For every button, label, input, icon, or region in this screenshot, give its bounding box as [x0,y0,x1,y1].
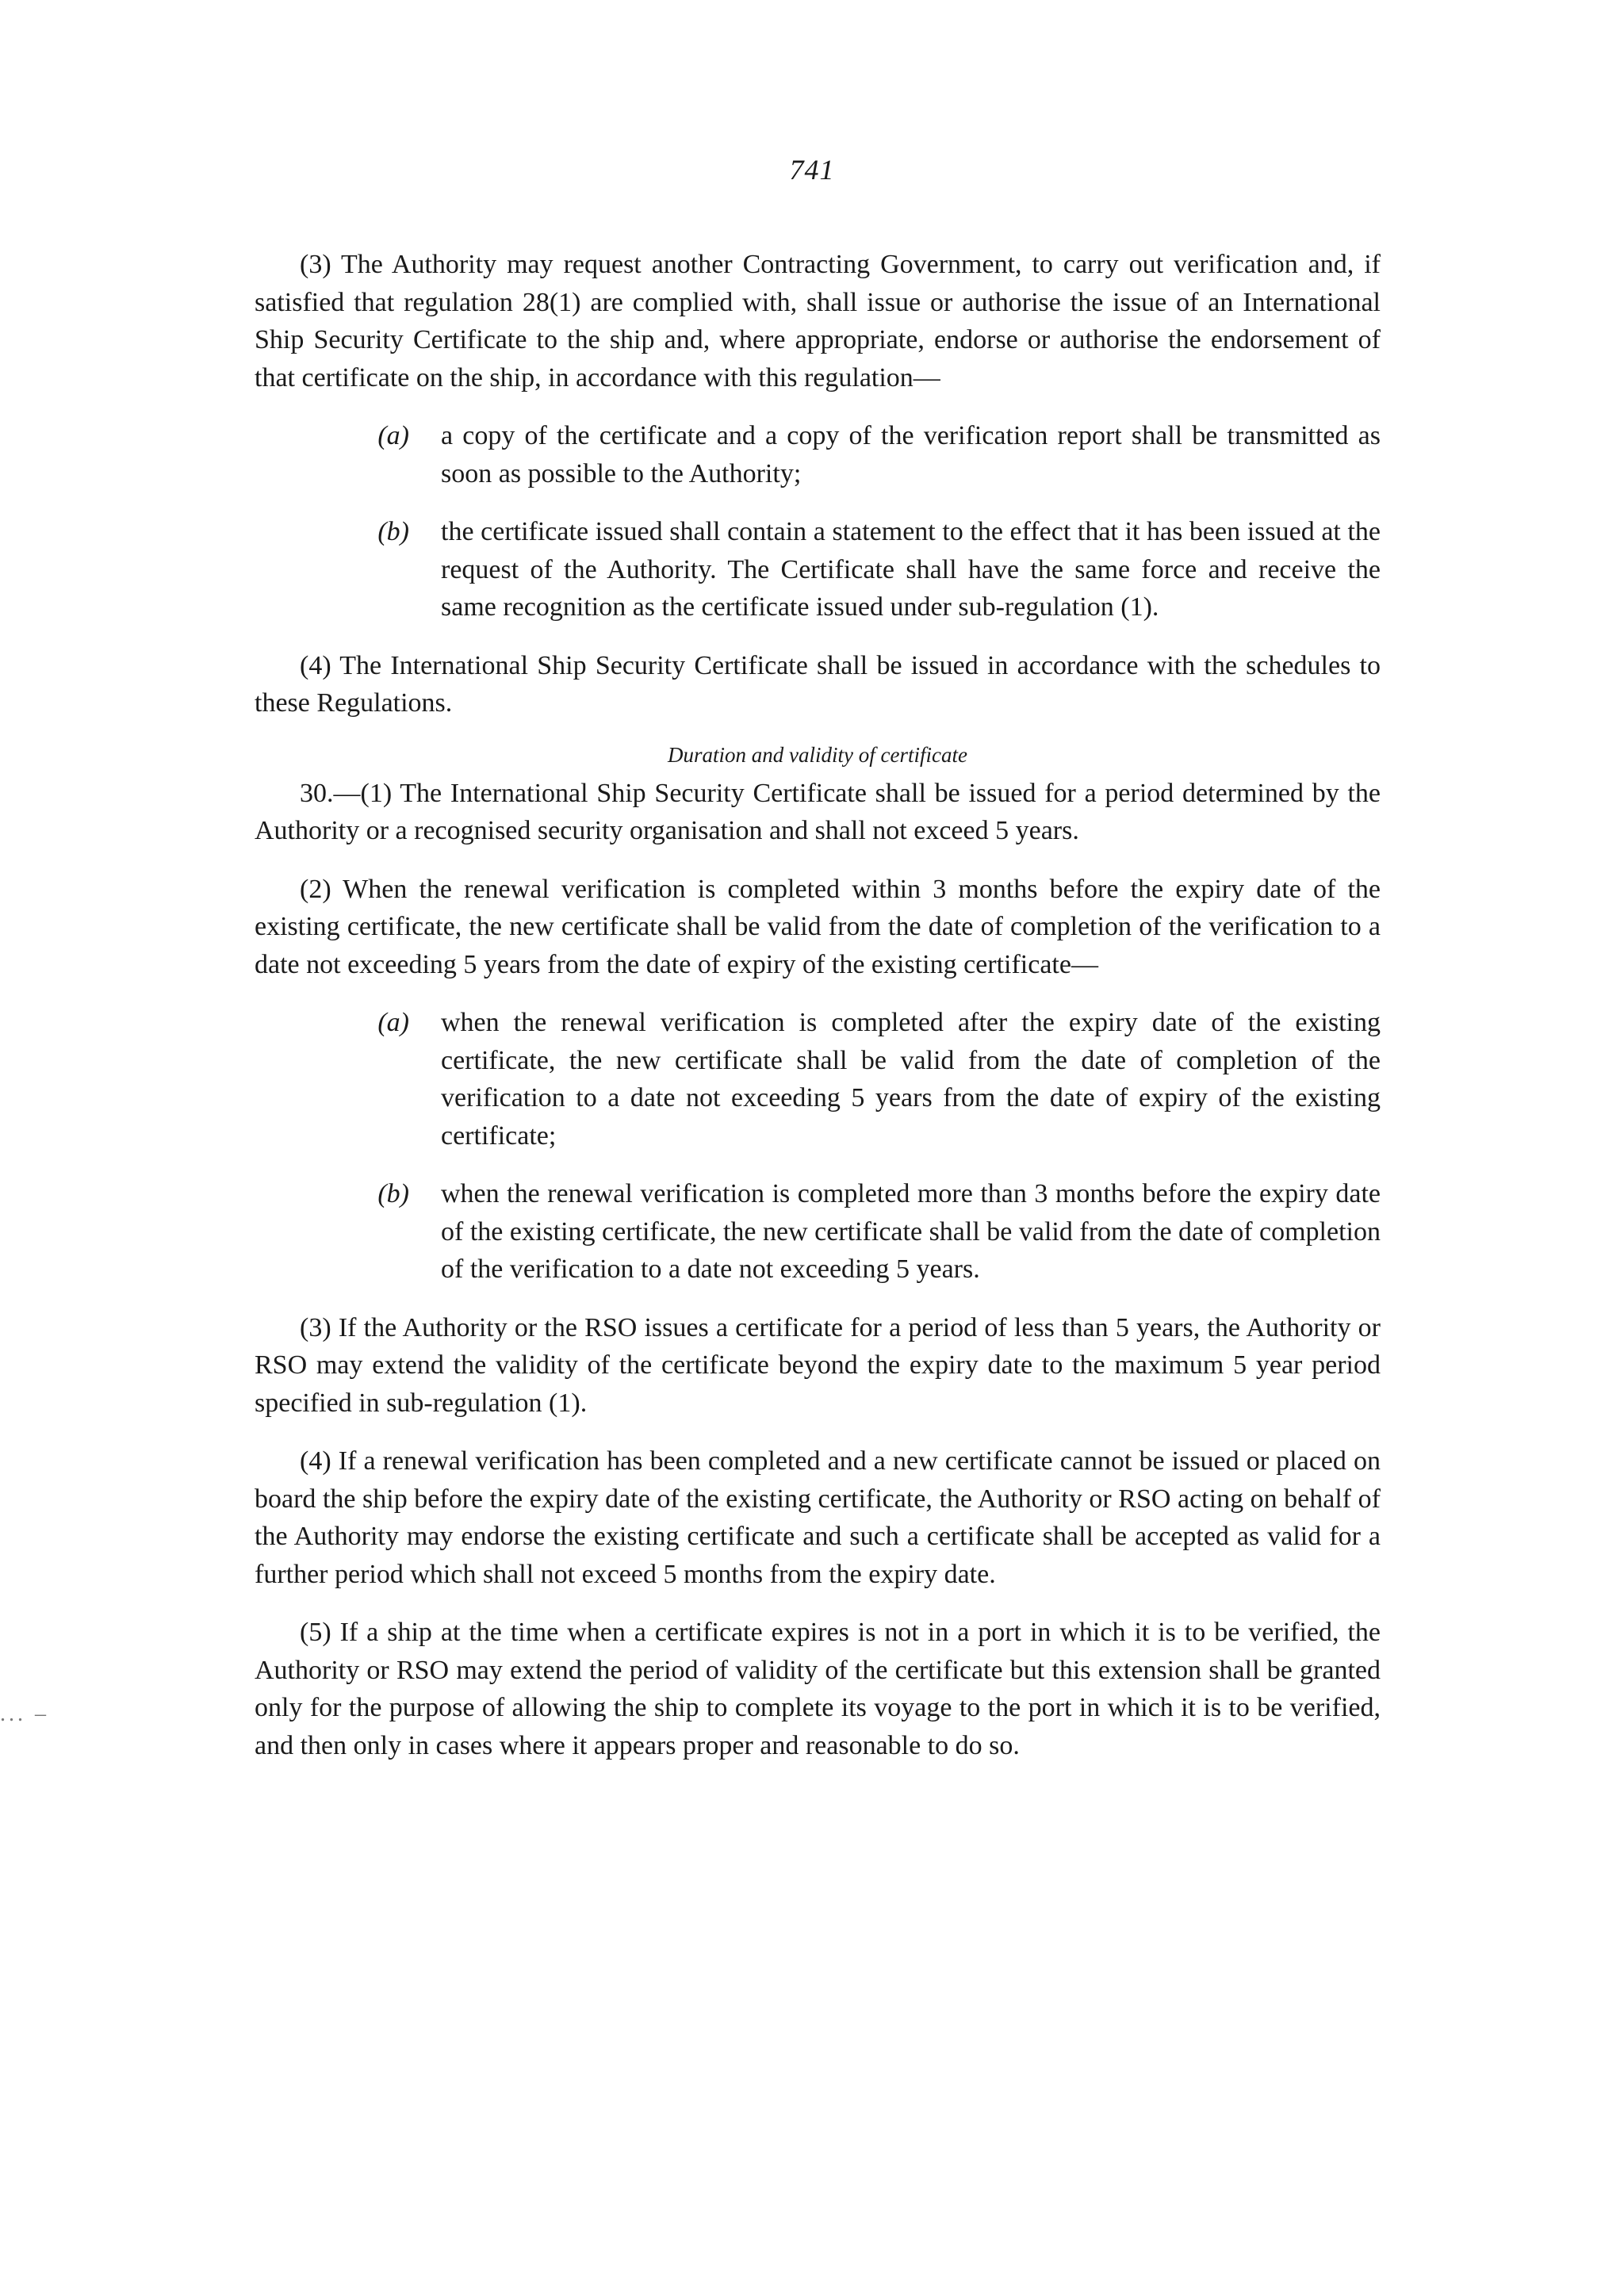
section-30-4: (4) If a renewal verification has been completed and a new certificate cannot be issued or placed on board the ship before the expiry date of the existing certificate, the Authority or RSO acting on behalf of the Authority may endorse the existing certificate and such a certificate shall be accepted as valid for a further period which shall not exceed 5 months from the expiry date. [255,1446,1381,1589]
item-label: (a) [377,421,409,450]
paragraph-4: (4) The International Ship Security Certificate shall be issued in accordance with the schedules to these Regulations. [255,650,1381,718]
item-text: a copy of the certificate and a copy of the verification report shall be transmitted as soon as possible to the Authority; [441,421,1381,488]
section-30-2-intro: (2) When the renewal verification is completed within 3 months before the expiry date of the existing certificate, the new certificate shall be valid from the date of completion of the verification to a date not exceeding 5 years from the date of expiry of the existing certificate— [255,874,1381,979]
document-body [255,246,1381,1785]
page-number: 741 [789,154,835,186]
paragraph-3-intro: (3) The Authority may request another Contracting Government, to carry out verification and, if satisfied that regulation 28(1) are complied with, shall issue or authorise the issue of an International Ship Security Certificate to the ship and, where appropriate, endorse or authorise the endorsement of that certificate on the ship, in accordance with this regulation— [255,250,1381,393]
section-heading: Duration and validity of certificate [668,742,967,767]
item-text: the certificate issued shall contain a statement to the effect that it has been issued at the request of the Authority. The Certificate shall have the same force and receive the same recognition as the certificate issued under sub-regulation (1). [441,517,1381,622]
list-item [255,1175,1381,1289]
item-label: (b) [377,517,409,546]
section-30-5: (5) If a ship at the time when a certificate expires is not in a port in which it is to be verified, the Authority or RSO may extend the period of validity of the certificate but this extension shall be granted only for the purpose of allowing the ship to complete its voyage to the port in which it is to be verified, and then only in cases where it appears proper and reasonable to do so. [255,1618,1381,1760]
section-30-3: (3) If the Authority or the RSO issues a certificate for a period of less than 5 years, the Authority or RSO may extend the validity of the certificate beyond the expiry date to the maximum 5 year period specified in sub-regulation (1). [255,1312,1381,1418]
item-text: when the renewal verification is completed more than 3 months before the expiry date of the existing certificate, the new certificate shall be valid from the date of completion of the verification to a date not exceeding 5 years. [441,1179,1381,1284]
item-text: when the renewal verification is completed after the expiry date of the existing certificate, the new certificate shall be valid from the date of completion of the verification to a date not exceeding 5 years from the date of expiry of the existing certificate; [441,1008,1381,1151]
section-30-1: 30.—(1) The International Ship Security Certificate shall be issued for a period determined by the Authority or a recognised security organisation and shall not exceed 5 years. [255,778,1381,845]
item-label: (b) [377,1179,409,1208]
item-label: (a) [377,1008,409,1037]
paragraph-3-list [255,417,1381,626]
margin-mark: ... – [0,1702,49,1726]
section-30-2-list [255,1004,1381,1289]
list-item [255,1004,1381,1155]
list-item [255,417,1381,492]
list-item [255,513,1381,626]
